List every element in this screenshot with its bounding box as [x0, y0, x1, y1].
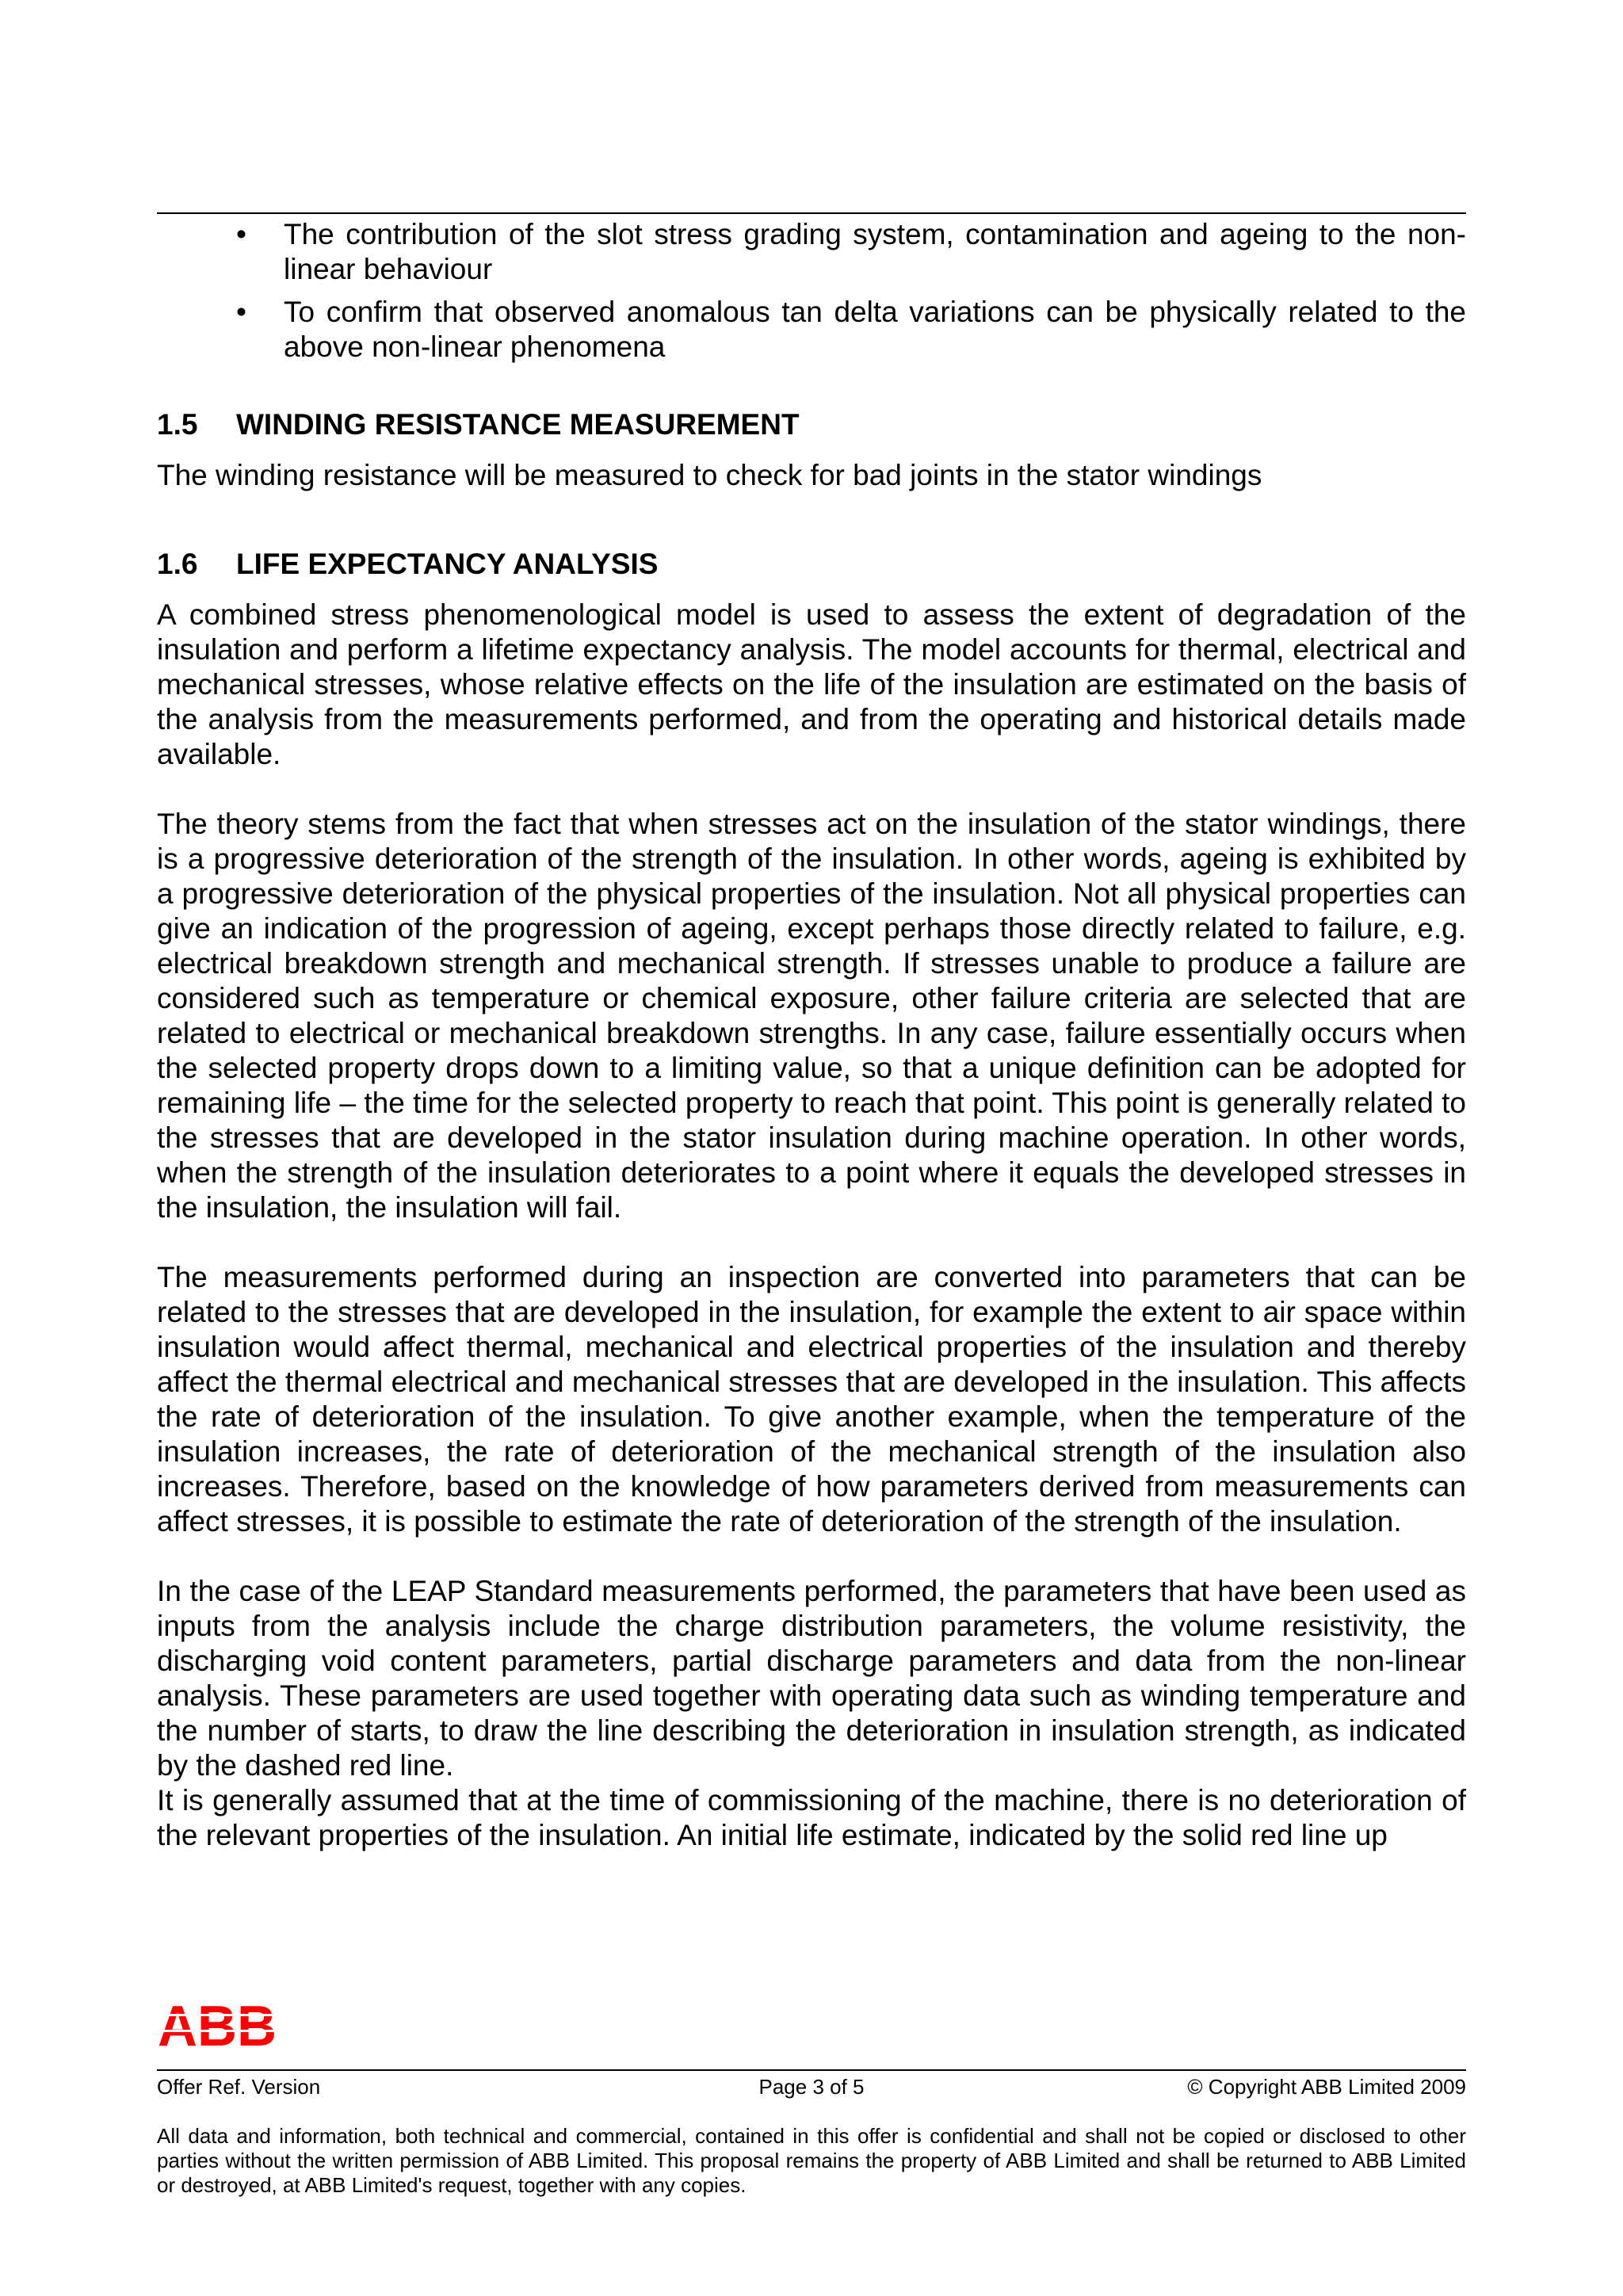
- page-content: [157, 214, 1466, 1853]
- footer-rule: [157, 2069, 1466, 2071]
- section-paragraph: The measurements performed during an inspection are converted into parameters that can be related to the stresses that are developed in the insulation, for example the extent to air space within insulation would affect thermal, mechanical and electrical properties of the insulation and thereby affect the thermal electrical and mechanical stresses that are developed in the insulation. This affects the rate of deterioration of the insulation. To give another example, when the temperature of the insulation increases, the rate of deterioration of the mechanical strength of the insulation also increases. Therefore, based on the knowledge of how parameters derived from measurements can affect stresses, it is possible to estimate the rate of deterioration of the strength of the insulation.: [157, 1261, 1466, 1538]
- section-number: 1.5: [157, 408, 198, 441]
- section-title: WINDING RESISTANCE MEASUREMENT: [236, 408, 800, 441]
- list-item: [157, 295, 1466, 365]
- section-heading-1-6: [157, 547, 1466, 582]
- bullet-icon: •: [236, 218, 246, 250]
- bullet-icon: •: [236, 296, 246, 328]
- footer-offer-ref: Offer Ref. Version: [157, 2075, 321, 2099]
- footer-page-number: Page 3 of 5: [758, 2075, 865, 2099]
- section-title: LIFE EXPECTANCY ANALYSIS: [236, 548, 659, 580]
- section-paragraph: A combined stress phenomenological model is used to assess the extent of degradation of the insulation and perform a lifetime expectancy analysis. The model accounts for thermal, electrical and mechanical stresses, whose relative effects on the life of the insulation are estimated on the basis of the analysis from the measurements performed, and from the operating and historical details made available.: [157, 598, 1466, 770]
- footer-disclaimer: All data and information, both technical and commercial, contained in this offer is confidential and shall not be copied or disclosed to other parties without the written permission of ABB Limited. This proposal remains the property of ABB Limited and shall be returned to ABB Limited or destroyed, at ABB Limited's request, together with any copies.: [157, 2124, 1466, 2197]
- bullet-text: To confirm that observed anomalous tan delta variations can be physically related to the above non-linear phenomena: [284, 296, 1466, 363]
- section-paragraph: The theory stems from the fact that when stresses act on the insulation of the stator windings, there is a progressive deterioration of the strength of the insulation. In other words, ageing is exhibited by a progressive deterioration of the physical properties of the insulation. Not all physical properties can give an indication of the progression of ageing, except perhaps those directly related to failure, e.g. electrical breakdown strength and mechanical strength. If stresses unable to produce a failure are considered such as temperature or chemical exposure, other failure criteria are selected that are related to electrical or mechanical breakdown strengths. In any case, failure essentially occurs when the selected property drops down to a limiting value, so that a unique definition can be adopted for remaining life – the time for the selected property to reach that point. This point is generally related to the stresses that are developed in the stator insulation during machine operation. In other words, when the strength of the insulation deteriorates to a point where it equals the developed stresses in the insulation, the insulation will fail.: [157, 808, 1466, 1224]
- bullet-list: [157, 217, 1466, 365]
- section-paragraph: It is generally assumed that at the time of commissioning of the machine, there is no deterioration of the relevant properties of the insulation. An initial life estimate, indicated by the solid red line up: [157, 1784, 1466, 1851]
- section-paragraph: In the case of the LEAP Standard measurements performed, the parameters that have been used as inputs from the analysis include the charge distribution parameters, the volume resistivity, the discharging void content parameters, partial discharge parameters and data from the non-linear analysis. These parameters are used together with operating data such as winding temperature and the number of starts, to draw the line describing the deterioration in insulation strength, as indicated by the dashed red line.: [157, 1575, 1466, 1782]
- list-item: [157, 217, 1466, 287]
- bullet-text: The contribution of the slot stress grading system, contamination and ageing to the non-linear behaviour: [284, 218, 1466, 285]
- section-heading-1-5: [157, 407, 1466, 442]
- section-paragraph: The winding resistance will be measured to check for bad joints in the stator windings: [157, 459, 1262, 491]
- footer-copyright: © Copyright ABB Limited 2009: [1187, 2075, 1466, 2099]
- section-number: 1.6: [157, 548, 198, 580]
- abb-logo-icon: [157, 1998, 277, 2049]
